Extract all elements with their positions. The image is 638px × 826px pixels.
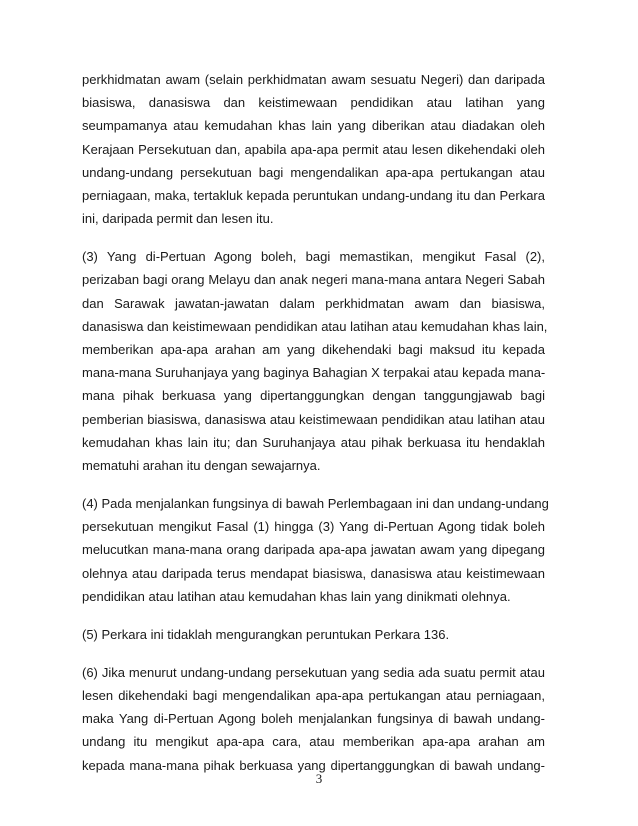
text-line: persekutuan mengikut Fasal (1) hingga (3) Yang di-Pertuan Agong tidak boleh (82, 519, 545, 535)
text-line: perizaban bagi orang Melayu dan anak negeri mana-mana antara Negeri Sabah (82, 272, 545, 288)
text-line: biasiswa, danasiswa dan keistimewaan pendidikan atau latihan yang (82, 95, 545, 111)
text-line: perkhidmatan awam (selain perkhidmatan awam sesuatu Negeri) dan daripada (82, 72, 545, 87)
text-line: mana-mana Suruhanjaya yang baginya Bahagian X terpakai atau kepada mana- (82, 365, 546, 381)
text-line: perniagaan, maka, tertakluk kepada peruntukan undang-undang itu dan Perkara (82, 188, 545, 204)
text-line: mana pihak berkuasa yang dipertanggungkan dengan tanggungjawab bagi (82, 388, 545, 404)
text-line: olehnya atau daripada terus mendapat biasiswa, danasiswa atau keistimewaan (82, 565, 545, 581)
paragraph-continuation (82, 68, 545, 230)
body-text (82, 68, 549, 792)
page-number: 3 (315, 771, 323, 786)
paragraph-clause-6 (82, 661, 545, 777)
text-line: Kerajaan Persekutuan dan, apabila apa-apa permit atau lesen dikehendaki oleh (82, 141, 545, 157)
text-line: (4) Pada menjalankan fungsinya di bawah Perlembagaan ini dan undang-undang (82, 496, 549, 512)
text-line: kemudahan khas lain itu; dan Suruhanjaya atau pihak berkuasa itu hendaklah (82, 434, 545, 450)
paragraph-clause-3 (82, 245, 548, 477)
paragraph-clause-5 (82, 623, 545, 646)
text-line: undang-undang persekutuan bagi mengendalikan apa-apa pertukangan atau (82, 164, 545, 180)
text-line: pemberian biasiswa, danasiswa atau keistimewaan pendidikan atau latihan atau (82, 411, 545, 427)
text-line: maka Yang di-Pertuan Agong boleh menjalankan fungsinya di bawah undang- (82, 711, 545, 727)
text-line: (3) Yang di-Pertuan Agong boleh, bagi memastikan, mengikut Fasal (2), (82, 249, 545, 265)
text-line: undang itu mengikut apa-apa cara, atau memberikan apa-apa arahan am (82, 734, 545, 750)
text-line: dan Sarawak jawatan-jawatan dalam perkhidmatan awam dan biasiswa, (82, 295, 545, 311)
text-line: (5) Perkara ini tidaklah mengurangkan peruntukan Perkara 136. (82, 626, 450, 642)
text-line: memberikan apa-apa arahan am yang dikehendaki bagi maksud itu kepada (82, 342, 545, 358)
text-line: mematuhi arahan itu dengan sewajarnya. (82, 458, 321, 474)
text-line: lesen dikehendaki bagi mengendalikan apa-apa pertukangan atau perniagaan, (82, 688, 545, 704)
text-line: danasiswa dan keistimewaan pendidikan atau latihan atau kemudahan khas lain, (82, 318, 548, 334)
text-line: kepada mana-mana pihak berkuasa yang dipertanggungkan di bawah undang- (82, 757, 545, 773)
text-line: seumpamanya atau kemudahan khas lain yang diberikan atau diadakan oleh (82, 118, 545, 134)
text-line: pendidikan atau latihan atau kemudahan khas lain yang dinikmati olehnya. (82, 588, 511, 604)
text-line: (6) Jika menurut undang-undang persekutuan yang sedia ada suatu permit atau (82, 664, 545, 680)
text-line: melucutkan mana-mana orang daripada apa-apa jawatan awam yang dipegang (82, 542, 545, 558)
paragraph-clause-4 (82, 492, 549, 608)
text-line: ini, daripada permit dan lesen itu. (82, 211, 274, 227)
